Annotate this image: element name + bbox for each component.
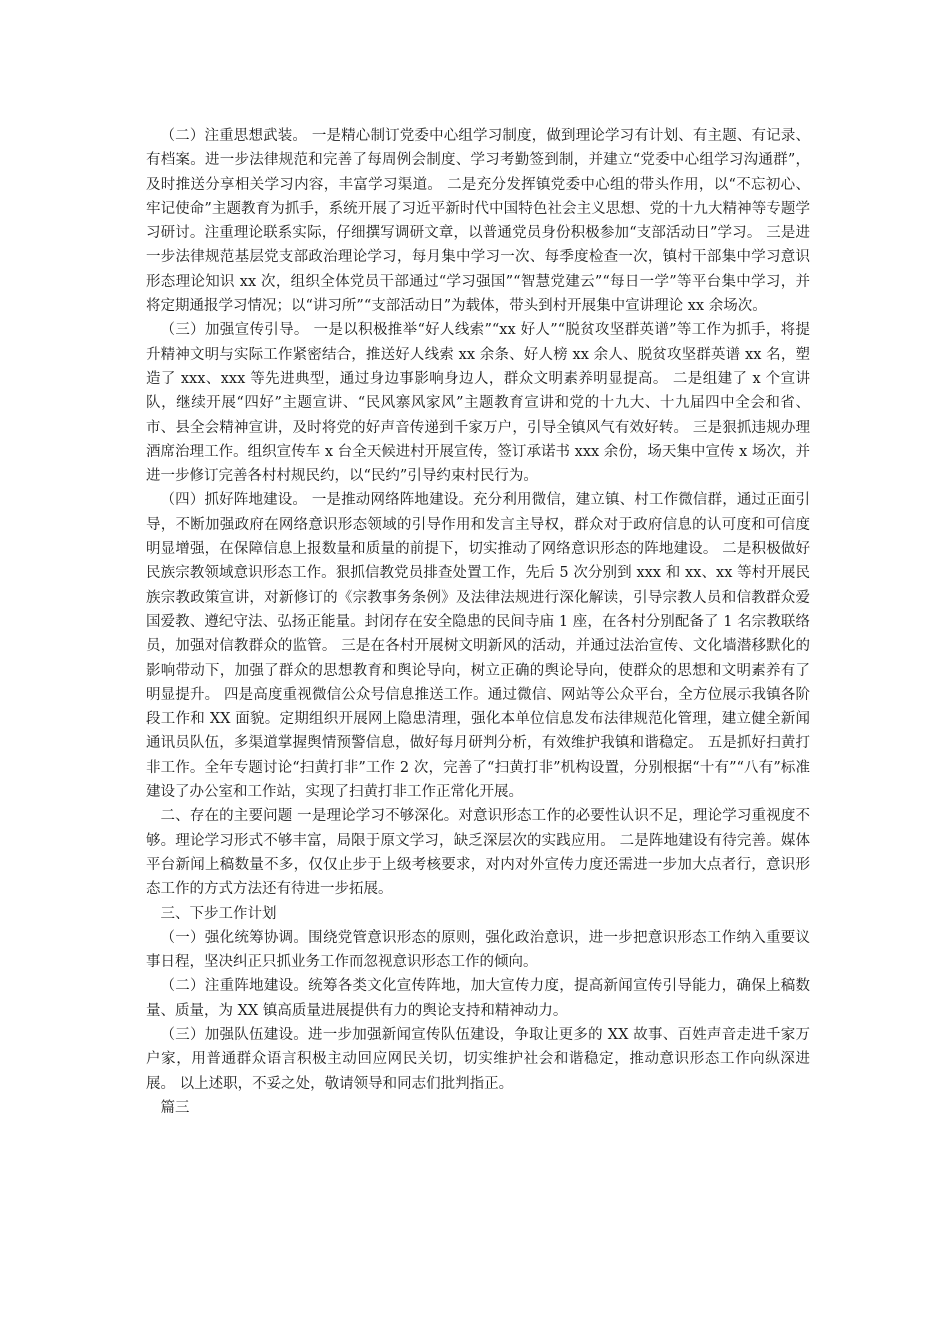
paragraph-position-building: （四）抓好阵地建设。 一是推动网络阵地建设。充分利用微信，建立镇、村工作微信群，通过正面引导，不断加强政府在网络意识形态领域的引导作用和发言主导权，群众对于政府信息的认可度和可信度明显增强，在保障信息上报数量和质量的前提下，切实推动了网络意识形态的阵地建设。 二是积极做好民族宗教领域意识形态工作。狠抓信教党员排查处置工作，先后 5 次分别到 xxx 和 xx、xx 等村开展民族宗教政策宣讲，对新修订的《宗教事务条例》及法律法规进行深化解读，引导宗教人员和信教群众爱国爱教、遵纪守法、弘扬正能量。封闭存在安全隐患的民间寺庙 1 座，在各村分别配备了 1 名宗教联络员，加强对信教群众的监管。 三是在各村开展树文明新风的活动，并通过法治宣传、文化墙潜移默化的影响带动下，加强了群众的思想教育和舆论导向，树立正确的舆论导向，使群众的思想和文明素养有了明显提升。 四是高度重视微信公众号信息推送工作。通过微信、网站等公众平台，全方位展示我镇各阶段工作和 XX 面貌。定期组织开展网上隐患清理，强化本单位信息发布法律规范化管理，建立健全新闻通讯员队伍，多渠道掌握舆情预警信息，做好每月研判分析，有效维护我镇和谐稳定。 五是抓好扫黄打非工作。全年专题讨论“扫黄打非”工作 2 次，完善了“扫黄打非”机构设置，分别根据“十有”“八有”标准建设了办公室和工作站，实现了扫黄打非工作正常化开展。 <box>146 492 810 801</box>
document-page <box>146 124 810 1120</box>
paragraph-plan-position: （二）注重阵地建设。统筹各类文化宣传阵地，加大宣传力度，提高新闻宣传引导能力，确保上稿数量、质量，为 XX 镇高质量进展提供有力的舆论支持和精神动力。 <box>146 978 810 1019</box>
section-label: 篇三 <box>160 1099 190 1116</box>
heading-next-steps: 三、下步工作计划 <box>160 905 277 922</box>
paragraph-plan-team: （三）加强队伍建设。进一步加强新闻宣传队伍建设，争取让更多的 XX 故事、百姓声音走进千家万户家，用普通群众语言积极主动回应网民关切，切实维护社会和谐稳定，推动意识形态工作向纵深进展。 以上述职，不妥之处，敬请领导和同志们批判指正。 <box>146 1026 810 1092</box>
paragraph-publicity-guidance: （三）加强宣传引导。 一是以积极推举“好人线索”“xx 好人”“脱贫攻坚群英谱”等工作为抓手，将提升精神文明与实际工作紧密结合，推送好人线索 xx 余条、好人榜 xx 余人、脱贫攻坚群英谱 xx 名，塑造了 xxx、xxx 等先进典型，通过身边事影响身边人，群众文明素养明显提高。 二是组建了 x 个宣讲队，继续开展“四好”主题宣讲、“民风寨风家风”主题教育宣讲和党的十九大、十九届四中全会和省、市、县全会精神宣讲，及时将党的好声音传递到千家万户，引导全镇风气有效好转。 三是狠抓违规办理酒席治理工作。组织宣传车 x 台全天候进村开展宣传，签订承诺书 xxx 余份，场天集中宣传 x 场次，并进一步修订完善各村村规民约，以“民约”引导约束村民行为。 <box>146 322 810 485</box>
paragraph-plan-coordination: （一）强化统筹协调。围绕党管意识形态的原则，强化政治意识，进一步把意识形态工作纳入重要议事日程，坚决纠正只抓业务工作而忽视意识形态工作的倾向。 <box>146 929 810 971</box>
paragraph-ideology-study: （二）注重思想武装。 一是精心制订党委中心组学习制度，做到理论学习有计划、有主题、有记录、有档案。进一步法律规范和完善了每周例会制度、学习考勤签到制，并建立“党委中心组学习沟通群”，及时推送分享相关学习内容，丰富学习渠道。 二是充分发挥镇党委中心组的带头作用，以“不忘初心、牢记使命”主题教育为抓手，系统开展了习近平新时代中国特色社会主义思想、党的十九大精神等专题学习研讨。注重理论联系实际，仔细撰写调研文章，以普通党员身份积极参加“支部活动日”学习。 三是进一步法律规范基层党支部政治理论学习，每月集中学习一次、每季度检查一次，镇村干部集中学习意识形态理论知识 xx 次，组织全体党员干部通过“学习强国”“智慧党建云”“每日一学”等平台集中学习，并将定期通报学习情况；以“讲习所”“支部活动日”为载体，带头到村开展集中宣讲理论 xx 余场次。 <box>146 128 810 315</box>
paragraph-main-problems: 二、存在的主要问题 一是理论学习不够深化。对意识形态工作的必要性认识不足，理论学习重视度不够。理论学习形式不够丰富，局限于原文学习，缺乏深层次的实践应用。 二是阵地建设有待完善。媒体平台新闻上稿数量不多，仅仅止步于上级考核要求，对内对外宣传力度还需进一步加大点者行，意识形态工作的方式方法还有待进一步拓展。 <box>146 808 810 898</box>
